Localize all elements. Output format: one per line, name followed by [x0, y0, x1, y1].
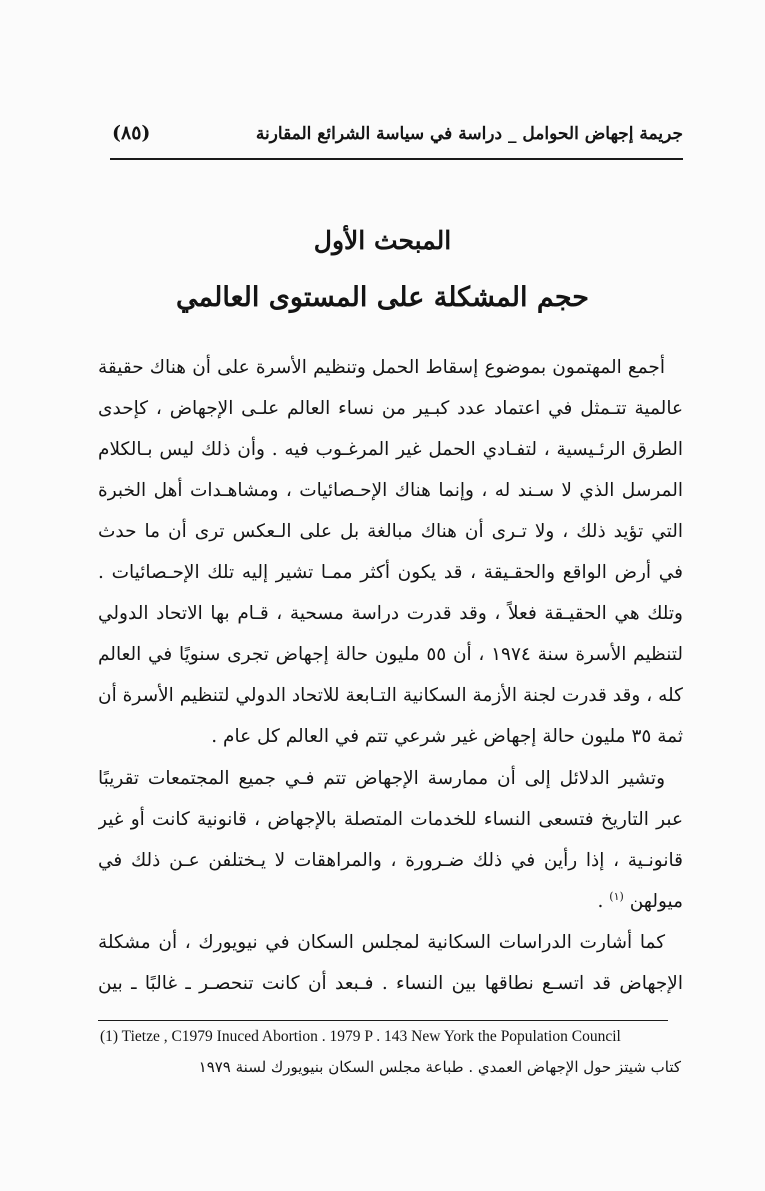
text-line: التي تؤيد ذلك ، ولا تـرى أن هناك مبالغة بل على الـعكس ترى أن ما حدث: [98, 521, 683, 542]
paragraph-3: [98, 922, 683, 1004]
sentence-end: .: [597, 891, 610, 912]
text-line: قانونـية ، إذا رأين في ذلك ضـرورة ، والمراهقات لا يـختلفن عـن ذلك في: [98, 850, 683, 871]
text-line: كله ، وقد قدرت لجنة الأزمة السكانية التـابعة للاتحاد الدولي لتنظيم الأسرة أن: [98, 685, 683, 706]
text-line: ثمة ٣٥ مليون حالة إجهاض غير شرعي تتم في العالم كل عام .: [211, 726, 683, 747]
text-line: عالمية تتـمثل في اعتماد عدد كبـير من نساء العالم علـى الإجهاض ، كإحدى: [98, 398, 683, 419]
footnote-divider: [98, 1020, 668, 1021]
section-heading: المبحث الأول: [313, 226, 452, 255]
paragraph-1: [98, 347, 683, 757]
footnote-english: (1) Tietze , C1979 Inuced Abortion . 1979 P . 143 New York the Population Council: [100, 1028, 621, 1045]
running-header: [110, 118, 683, 160]
text-line: ميولهن: [629, 891, 683, 912]
header-title: جريمة إجهاض الحوامل _ دراسة في سياسة الشرائع المقارنة: [255, 124, 683, 144]
text-line: كما أشارت الدراسات السكانية لمجلس السكان في نيويورك ، أن مشكلة: [98, 932, 665, 953]
footnote-arabic: كتاب شيتز حول الإجهاض العمدي . طباعة مجلس السكان بنيويورك لسنة ١٩٧٩: [198, 1058, 681, 1076]
page-number: (٨٥): [112, 122, 151, 144]
paragraph-2: [98, 758, 683, 922]
text-line: وتلك هي الحقيـقة فعلاً ، وقد قدرت دراسة مسحية ، قـام بها الاتحاد الدولي: [98, 603, 683, 624]
text-line: الطرق الرئـيسية ، لتفـادي الحمل غير المرغـوب فيه . وأن ذلك ليس بـالكلام: [98, 439, 683, 460]
text-line: أجمع المهتمون بموضوع إسقاط الحمل وتنظيم الأسرة على أن هناك حقيقة: [98, 357, 665, 378]
text-line: عبر التاريخ فتسعى النساء للخدمات المتصلة بالإجهاض ، قانونية كانت أو غير: [98, 809, 683, 830]
text-line-with-footnote: [98, 881, 683, 922]
section-subtitle: حجم المشكلة على المستوى العالمي: [176, 282, 589, 313]
text-line: في أرض الواقع والحقـيقة ، قد يكون أكثر ممـا تشير إليه تلك الإحـصائيات .: [98, 562, 683, 583]
text-line: الإجهاض قد اتسـع نطاقها بين النساء . فـبعد أن كانت تنحصـر ـ غالبًا ـ بين: [98, 973, 683, 994]
text-line: وتشير الدلائل إلى أن ممارسة الإجهاض تتم فـي جميع المجتمعات تقريبًا: [98, 768, 665, 789]
text-line: المرسل الذي لا سـند له ، وإنما هناك الإحـصائيات ، ومشاهـدات أهل الخبرة: [98, 480, 683, 501]
text-line: لتنظيم الأسرة سنة ١٩٧٤ ، أن ٥٥ مليون حالة إجهاض تجرى سنويًا في العالم: [98, 644, 683, 665]
footnote-marker[interactable]: (١): [609, 889, 624, 903]
